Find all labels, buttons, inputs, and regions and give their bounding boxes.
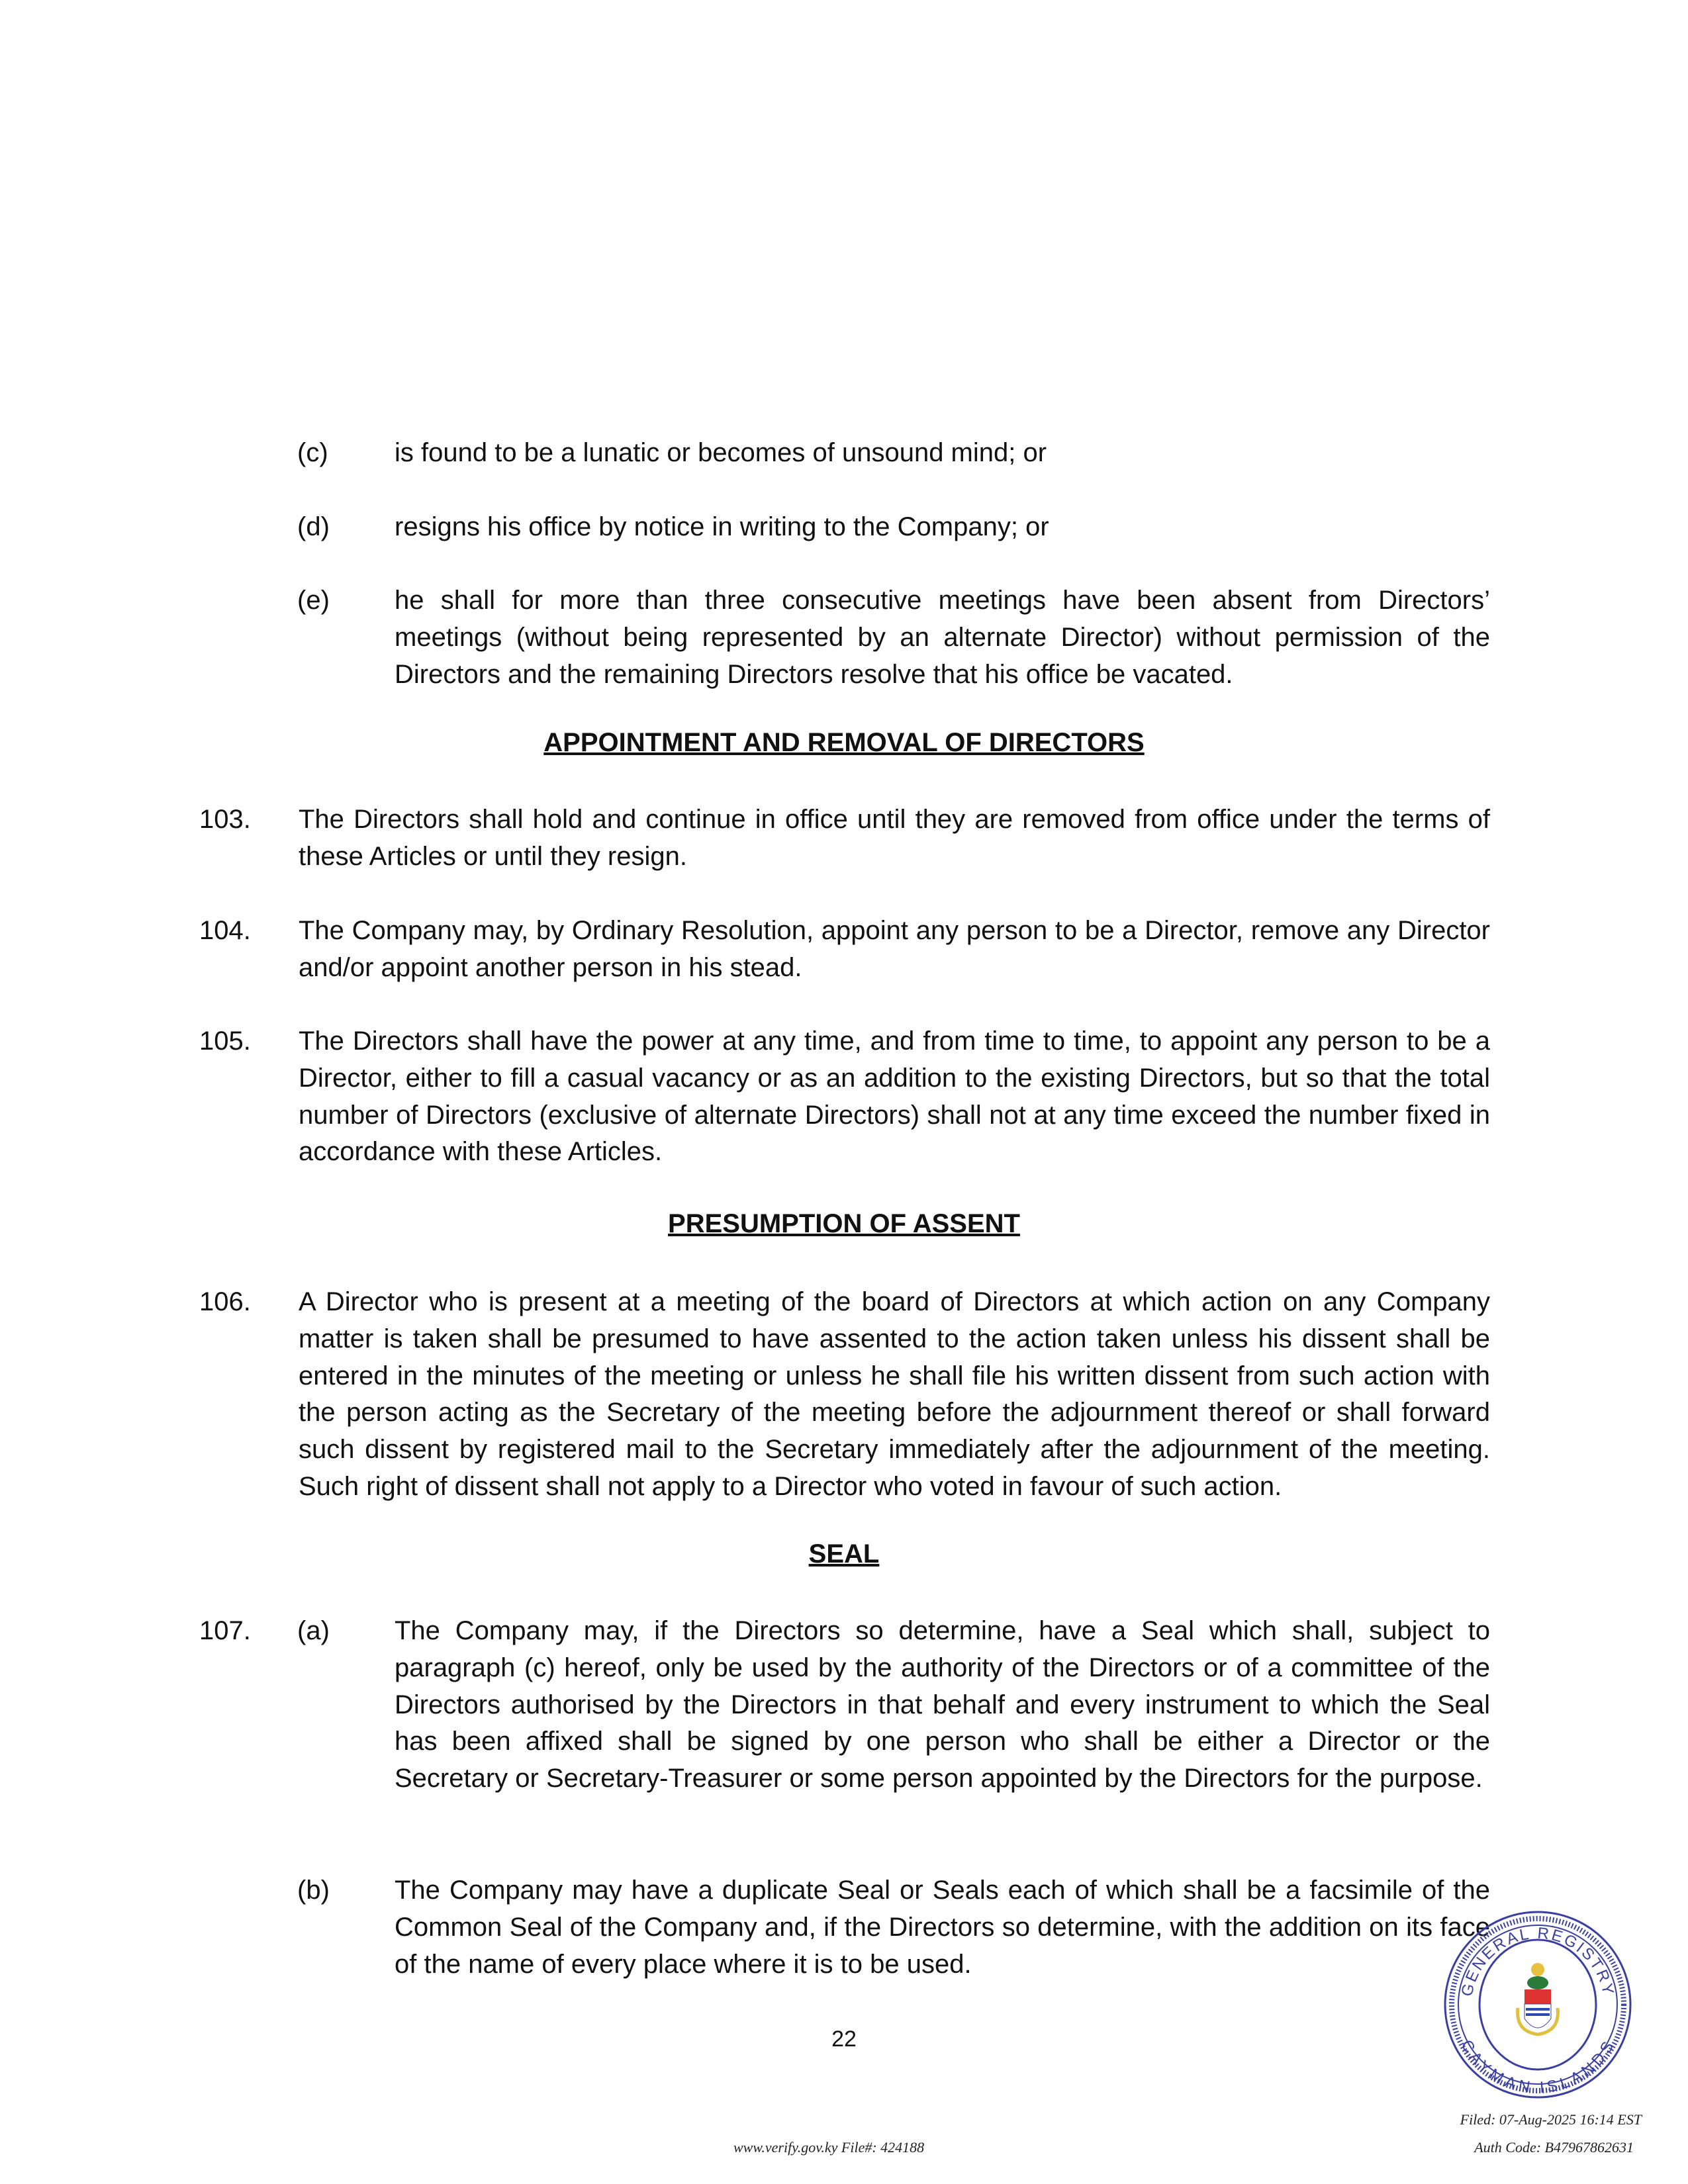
article-number: 104.: [199, 916, 251, 945]
article-text: A Director who is present at a meeting of the board of Directors at which action on any Company matter is taken shall be presumed to have assented to the action taken unless his dissent shall be entered in the minutes of the meeting or unless he shall file his written dissent from such action with the person acting as the Secretary of the meeting before the adjournment thereof or shall forward such dissent by registered mail to the Secretary immediately after the adjournment of the meeting. Such right of dissent shall not apply to a Director who voted in favour of such action.: [299, 1287, 1490, 1501]
filed-timestamp: Filed: 07-Aug-2025 16:14 EST: [1460, 2111, 1642, 2128]
verify-file-number: www.verify.gov.ky File#: 424188: [733, 2139, 925, 2156]
auth-code: Auth Code: B47967862631: [1474, 2139, 1634, 2156]
article-number: 105.: [199, 1026, 251, 1056]
item-label: (a): [297, 1616, 330, 1645]
seal-bottom-text: CAYMAN ISLANDS: [1457, 2036, 1618, 2097]
registry-seal-icon: [1442, 1909, 1634, 2101]
section-heading: APPOINTMENT AND REMOVAL OF DIRECTORS: [543, 728, 1145, 757]
item-text: he shall for more than three consecutive meetings have been absent from Directors’ meetings (without being represented by an alternate Director) without permission of the Directors and the remaining Directors resolve that his office be vacated.: [395, 586, 1490, 689]
article-number: 103.: [199, 805, 251, 834]
item-label: (e): [297, 586, 330, 615]
seal-top-text: GENERAL REGISTRY: [1458, 1924, 1618, 1998]
page-number: 22: [831, 2026, 857, 2052]
item-text: is found to be a lunatic or becomes of unsound mind; or: [395, 438, 1047, 467]
item-text: The Company may, if the Directors so determine, have a Seal which shall, subject to paragraph (c) hereof, only be used by the authority of the Directors or of a committee of the Directors authorised by the Directors in that behalf and every instrument to which the Seal has been affixed shall be signed by one person who shall be either a Director or the Secretary or Secretary-Treasurer or some person appointed by the Directors for the purpose.: [395, 1616, 1490, 1794]
coat-of-arms-icon: [1518, 1963, 1558, 2034]
item-text: The Company may have a duplicate Seal or Seals each of which shall be a facsimile of the Common Seal of the Company and, if the Directors so determine, with the addition on its face of the name of every place where it is to be used.: [395, 1876, 1490, 1979]
article-number: 106.: [199, 1287, 251, 1316]
item-label: (b): [297, 1876, 330, 1905]
item-text: resigns his office by notice in writing to the Company; or: [395, 512, 1049, 541]
article-number: 107.: [199, 1616, 251, 1645]
section-heading: SEAL: [808, 1539, 880, 1569]
article-text: The Directors shall hold and continue in office until they are removed from office under the terms of these Articles or until they resign.: [299, 805, 1490, 871]
item-label: (d): [297, 512, 330, 541]
section-heading: PRESUMPTION OF ASSENT: [668, 1209, 1020, 1238]
svg-text:CAYMAN ISLANDS: [1457, 2037, 1618, 2097]
article-text: The Company may, by Ordinary Resolution, appoint any person to be a Director, remove any Director and/or appoint another person in his stead.: [299, 916, 1490, 982]
article-text: The Directors shall have the power at any time, and from time to time, to appoint any person to be a Director, either to fill a casual vacancy or as an addition to the existing Directors, but so that the total number of Directors (exclusive of alternate Directors) shall not at any time exceed the number fixed in accordance with these Articles.: [299, 1026, 1490, 1167]
item-label: (c): [297, 438, 328, 467]
